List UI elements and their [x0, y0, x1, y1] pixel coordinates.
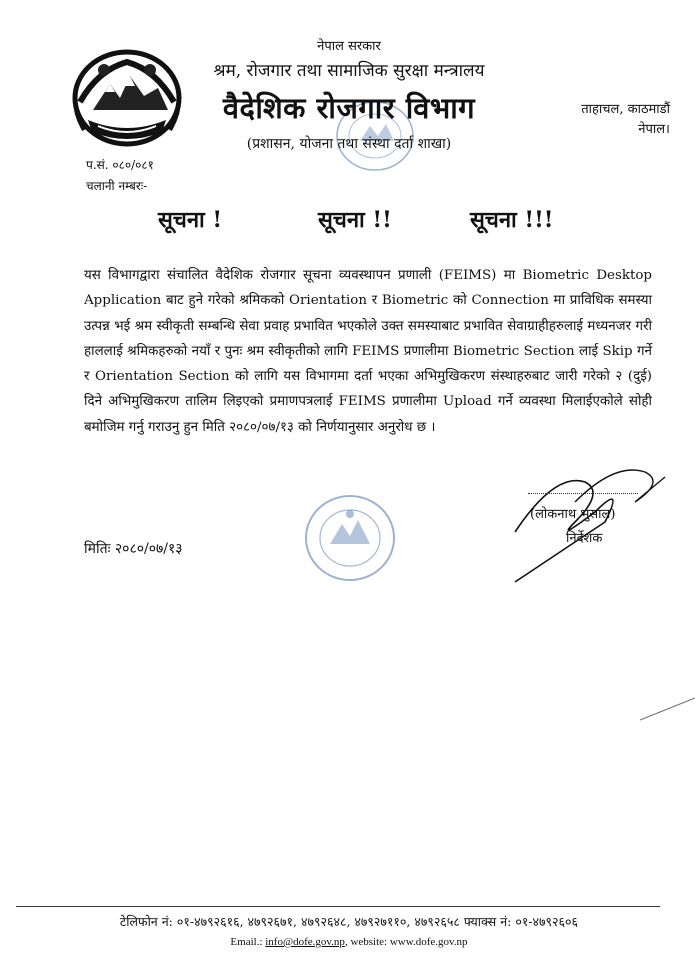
department-seal-icon	[300, 488, 400, 588]
department-name: वैदेशिक रोजगार विभाग	[222, 91, 476, 125]
notice-heading-2: सूचना !!	[318, 207, 392, 233]
government-name: नेपाल सरकार	[317, 39, 381, 54]
website-label: , website:	[344, 936, 390, 948]
notice-heading-1: सूचना !	[158, 207, 223, 233]
notice-date: मितिः २०८०/०७/१३	[84, 541, 183, 557]
footer-phone: टेलिफोन नं: ०१-४७९२६१६, ४७९२६७१, ४७९२६४८, ४७९२७११०, ४७९२६५८ फ्याक्स नं: ०१-४७९२६०६	[119, 914, 579, 929]
reference-block	[86, 155, 154, 197]
office-address	[540, 100, 670, 140]
address-line-1: ताहाचल, काठमाडौं	[581, 102, 670, 117]
branch-name: (प्रशासन, योजना तथा संस्था दर्ता शाखा)	[246, 136, 452, 152]
notice-body: यस विभागद्वारा संचालित वैदेशिक रोजगार सूचना व्यवस्थापन प्रणाली (FEIMS) मा Biometric Desktop Application बाट हुने गरेको श्रमिकको Orientation र Biometric को Connection मा प्राविधिक समस्या उत्पन्न भई श्रम स्वीकृती सम्बन्धि सेवा प्रवाह प्रभावित भएकोले उक्त समस्याबाट प्रभावित सेवाग्राहीहरुलाई मध्यनजर गरी हाललाई श्रमिकहरुको नयाँ र पुनः श्रम स्वीकृतीको लागि FEIMS प्रणालीमा Biometric Section लाई Skip गर्ने र Orientation Section को लागि यस विभागमा दर्ता भएका अभिमुखिकरण संस्थाहरुबाट जारी गरेको २ (दुई) दिने अभिमुखिकरण तालिम लिइएको प्रमाणपत्रलाई FEIMS प्रणालीमा Upload गर्ने व्यवस्था मिलाईएकोले सोही बमोजिम गर्नु गराउनु हुन मिति २०८०/०७/१३ को निर्णयानुसार अनुरोध छ ।	[84, 268, 652, 435]
signatory-title: निर्देशक	[566, 531, 603, 546]
signature-line	[528, 493, 638, 494]
notice-heading-3: सूचना !!!	[470, 207, 554, 233]
address-line-2: नेपाल।	[638, 122, 670, 137]
footer-divider	[16, 906, 660, 907]
signature-icon	[495, 462, 675, 592]
page-edge-mark	[640, 690, 695, 730]
signatory-name: (लोकनाथ भुसाल)	[530, 507, 616, 522]
email-link[interactable]: info@dofe.gov.np	[265, 936, 345, 948]
email-label: Email.:	[230, 936, 266, 948]
website-link[interactable]: www.dofe.gov.np	[389, 936, 468, 948]
ministry-name: श्रम, रोजगार तथा सामाजिक सुरक्षा मन्त्रालय	[213, 61, 485, 81]
dispatch-number: चलानी नम्बरः-	[86, 179, 148, 193]
fiscal-year: प.सं. ०८०/०८१	[86, 158, 154, 172]
footer-contact	[0, 936, 698, 948]
